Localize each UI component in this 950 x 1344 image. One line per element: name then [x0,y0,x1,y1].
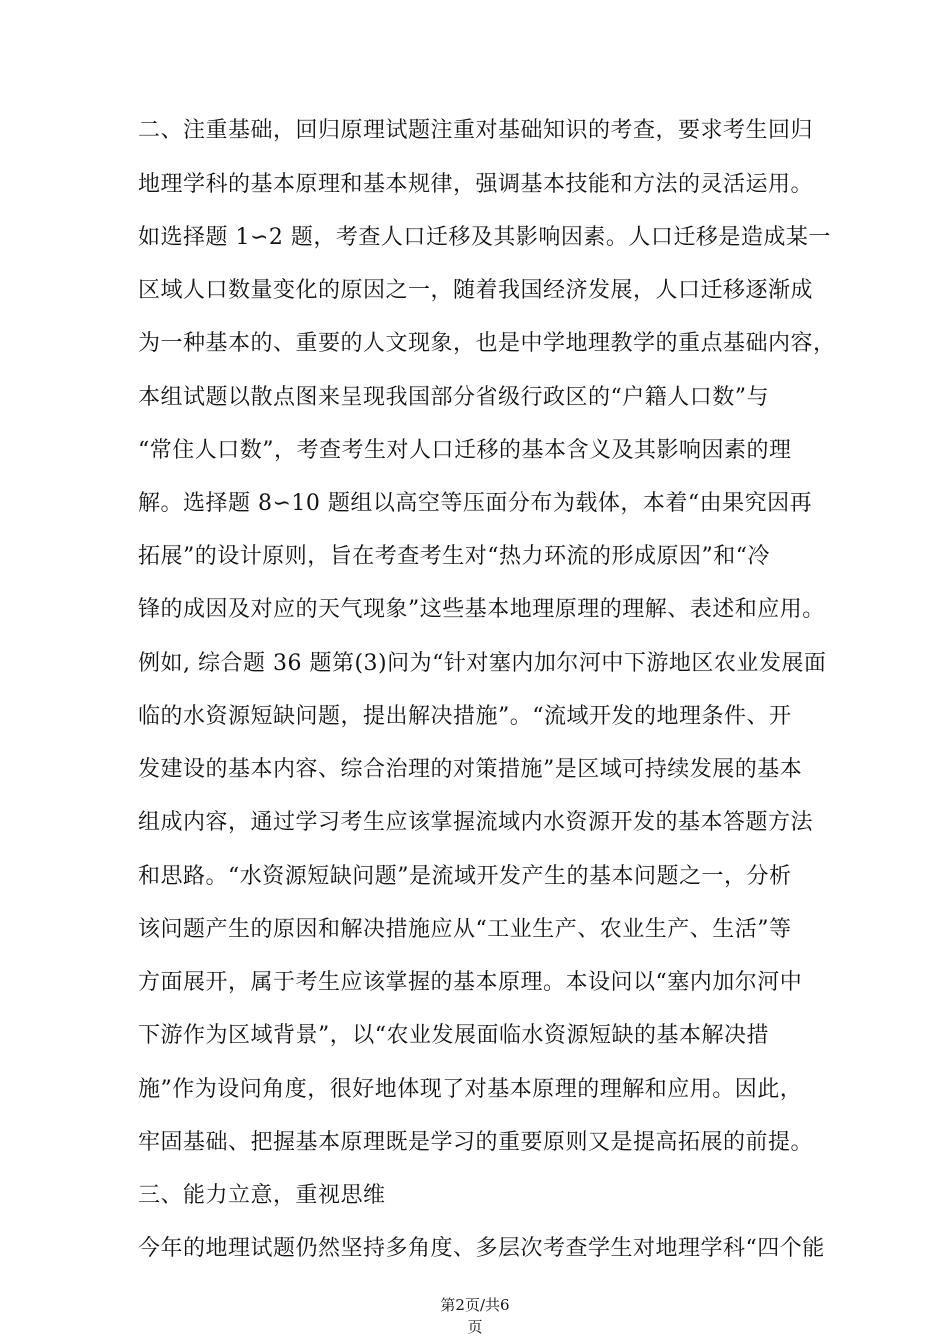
text-line: “常住人口数”，考查考生对人口迁移的基本含义及其影响因素的理 [138,438,792,463]
text-line: 地理学科的基本原理和基本规律，强调基本技能和方法的灵活运用。 [138,172,814,197]
text-line: 方面展开，属于考生应该掌握的基本原理。本设问以“塞内加尔河中 [138,970,803,995]
text-line: 下游作为区域背景”，以“农业发展面临水资源短缺的基本解决措 [138,1023,769,1048]
text-line: 该问题产生的原因和解决措施应从“工业生产、农业生产、生活”等 [138,917,792,942]
text-line: 如选择题 1∽2 题，考查人口迁移及其影响因素。人口迁移是造成某一 [138,225,831,250]
page-number: 第2页/共6 [440,1296,510,1314]
text-line: 今年的地理试题仍然坚持多角度、多层次考查学生对地理学科“四个能 [138,1236,825,1261]
text-line: 二、注重基础，回归原理试题注重对基础知识的考查，要求考生回归 [138,118,814,143]
text-line: 区域人口数量变化的原因之一，随着我国经济发展，人口迁移逐渐成 [138,278,814,303]
text-line: 本组试题以散点图来呈现我国部分省级行政区的“户籍人口数”与 [138,385,769,410]
text-line: 锋的成因及对应的天气现象”这些基本地理原理的理解、表述和应用。 [138,597,825,622]
text-line: 为一种基本的、重要的人文现象，也是中学地理教学的重点基础内容， [138,331,836,356]
text-line: 施”作为设问角度，很好地体现了对基本原理的理解和应用。因此， [138,1077,803,1102]
text-line: 例如, 综合题 36 题第(3)问为“针对塞内加尔河中下游地区农业发展面 [138,651,827,676]
text-line: 发建设的基本内容、综合治理的对策措施”是区域可持续发展的基本 [138,757,803,782]
section-heading: 三、能力立意，重视思维 [138,1183,386,1208]
page-number-suffix: 页 [467,1318,483,1336]
text-line: 解。选择题 8∽10 题组以高空等压面分布为载体，本着“由果究因再 [138,491,813,516]
text-line: 临的水资源短缺问题，提出解决措施”。“流域开发的地理条件、开 [138,704,792,729]
text-line: 组成内容，通过学习考生应该掌握流域内水资源开发的基本答题方法 [138,810,814,835]
text-line: 和思路。“水资源短缺问题”是流域开发产生的基本问题之一，分析 [138,864,792,889]
text-line: 牢固基础、把握基本原理既是学习的重要原则又是提高拓展的前提。 [138,1130,814,1155]
text-line: 拓展”的设计原则，旨在考查考生对“热力环流的形成原因”和“冷 [138,544,770,569]
